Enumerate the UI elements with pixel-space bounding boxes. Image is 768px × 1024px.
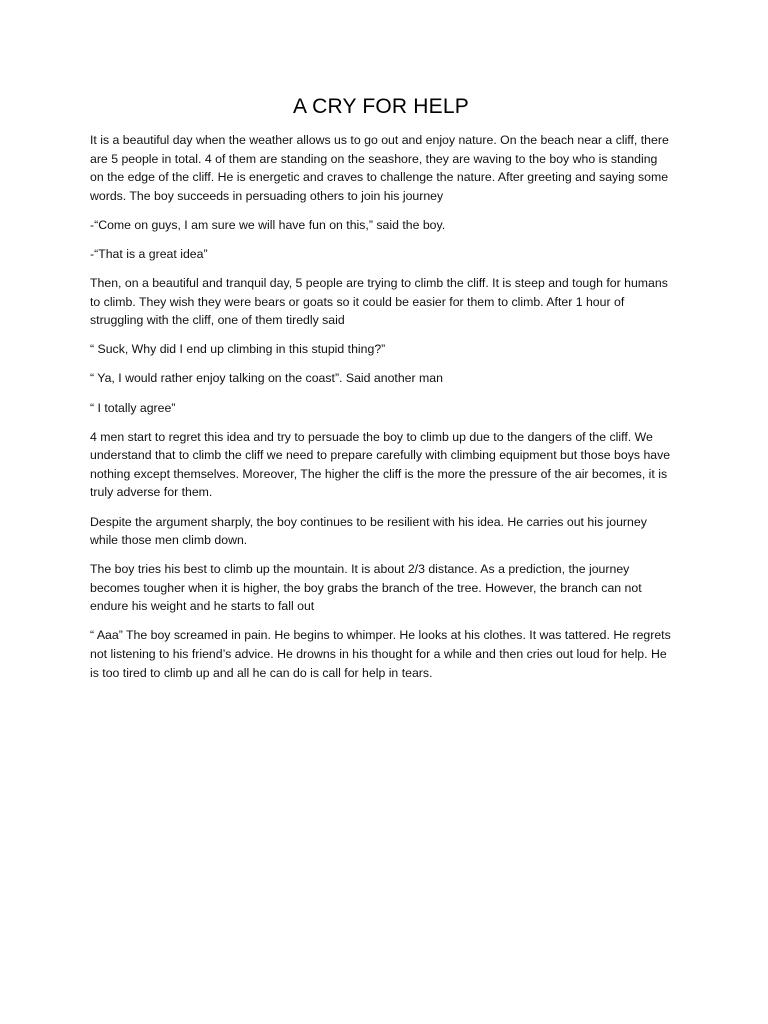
paragraph-agree: “ I totally agree” xyxy=(90,400,176,415)
paragraph-regret: 4 men start to regret this idea and try to persuade the boy to climb up due to the dangers of the cliff. We understand that to climb the cliff we need to prepare carefully with climbing equipment but those boys have nothing except themselves. Moreover, The higher the cliff is the more the pressure of the air becomes, it is truly adverse for them. xyxy=(90,429,671,500)
paragraph-dialogue-reply: -“That is a great idea” xyxy=(90,246,208,261)
paragraph-fall: The boy tries his best to climb up the mountain. It is about 2/3 distance. As a prediction, the journey becomes tougher when it is higher, the boy grabs the branch of the tree. However, the branch can not endure his weight and he starts to fall out xyxy=(90,562,642,614)
paragraph-resilient: Despite the argument sharply, the boy continues to be resilient with his idea. He carries out his journey while those men climb down. xyxy=(90,514,647,548)
paragraph-complaint: “ Suck, Why did I end up climbing in this stupid thing?” xyxy=(90,342,386,357)
paragraph-dialogue-boy: -“Come on guys, I am sure we will have fun on this,” said the boy. xyxy=(90,217,446,232)
document-page xyxy=(90,95,672,693)
document-title: A CRY FOR HELP xyxy=(293,95,469,118)
paragraph-climb: Then, on a beautiful and tranquil day, 5 people are trying to climb the cliff. It is steep and tough for humans to climb. They wish they were bears or goats so it could be easier for them to climb. After 1 hour of struggling with the cliff, one of them tiredly said xyxy=(90,276,668,328)
paragraph-another-man: “ Ya, I would rather enjoy talking on the coast”. Said another man xyxy=(90,371,443,386)
paragraph-intro: It is a beautiful day when the weather allows us to go out and enjoy nature. On the beach near a cliff, there are 5 people in total. 4 of them are standing on the seashore, they are waving to the boy who is standing on the edge of the cliff. He is energetic and craves to challenge the nature. After greeting and saying some words. The boy succeeds in persuading others to join his journey xyxy=(90,133,669,203)
paragraph-cry-for-help: “ Aaa” The boy screamed in pain. He begins to whimper. He looks at his clothes. It was tattered. He regrets not listening to his friend’s advice. He drowns in his thought for a while and then cries out loud for help. He is too tired to climb up and all he can do is call for help in tears. xyxy=(90,628,671,680)
